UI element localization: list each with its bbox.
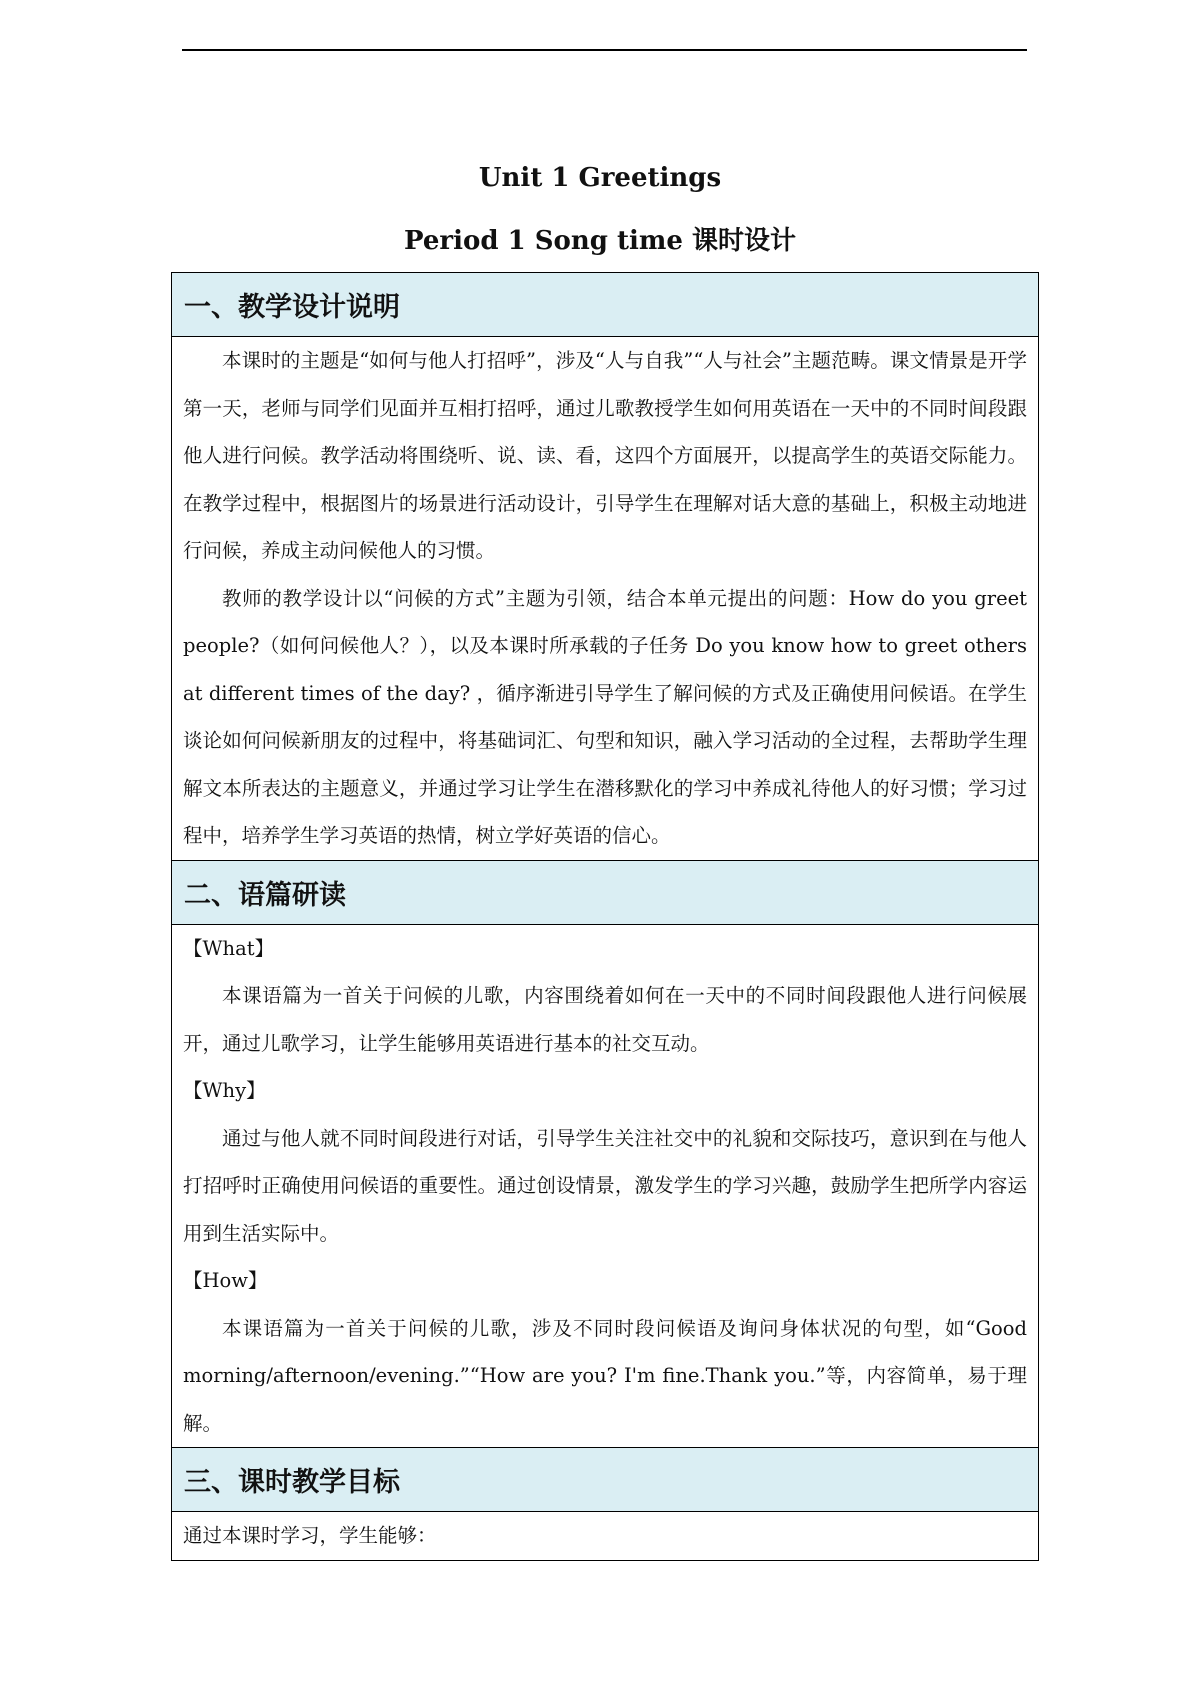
lesson-design-table	[171, 272, 1039, 1561]
why-paragraph: 通过与他人就不同时间段进行对话，引导学生关注社交中的礼貌和交际技巧，意识到在与他人打招呼时正确使用问候语的重要性。通过创设情景，激发学生的学习兴趣，鼓励学生把所学内容运用到生活实际中。	[183, 1126, 1027, 1245]
what-paragraph: 本课语篇为一首关于问候的儿歌，内容围绕着如何在一天中的不同时间段跟他人进行问候展开，通过儿歌学习，让学生能够用英语进行基本的社交互动。	[183, 984, 1027, 1055]
objectives-intro: 通过本课时学习，学生能够：	[183, 1524, 437, 1547]
paragraph: 教师的教学设计以“问候的方式”主题为引领，结合本单元提出的问题：How do you greet people?（如何问候他人？），以及本课时所承载的子任务 Do you know how to greet others at different times of the day? ，循序渐进引导学生了解问候的方式及正确使用问候语。在学生谈论如何问候新朋友的过程中，将基础词汇、句型和知识，融入学习活动的全过程，去帮助学生理解文本所表达的主题意义，并通过学习让学生在潜移默化的学习中养成礼待他人的好习惯；学习过程中，培养学生学习英语的热情，树立学好英语的信心。	[183, 586, 1027, 847]
why-label: 【Why】	[183, 1079, 266, 1102]
section-heading-design-notes: 一、教学设计说明	[172, 273, 1038, 337]
section-body-text-study	[172, 925, 1038, 1449]
section-heading-text-study: 二、语篇研读	[172, 861, 1038, 925]
section-heading-objectives: 三、课时教学目标	[172, 1448, 1038, 1512]
section-body-objectives	[172, 1512, 1038, 1560]
how-label: 【How】	[183, 1269, 268, 1292]
how-paragraph: 本课语篇为一首关于问候的儿歌，涉及不同时段问候语及询问身体状况的句型，如“Good morning/afternoon/evening.”“How are you? I'm fine.Thank you.”等，内容简单，易于理解。	[183, 1316, 1027, 1435]
header-rule	[182, 49, 1027, 51]
section-body-design-notes	[172, 337, 1038, 861]
document-title: Unit 1 Greetings	[478, 163, 722, 193]
document-subtitle: Period 1 Song time 课时设计	[404, 226, 796, 256]
what-label: 【What】	[183, 936, 275, 960]
paragraph: 本课时的主题是“如何与他人打招呼”，涉及“人与自我”“人与社会”主题范畴。课文情景是开学第一天，老师与同学们见面并互相打招呼，通过儿歌教授学生如何用英语在一天中的不同时间段跟他人进行问候。教学活动将围绕听、说、读、看，这四个方面展开，以提高学生的英语交际能力。在教学过程中，根据图片的场景进行活动设计，引导学生在理解对话大意的基础上，积极主动地进行问候，养成主动问候他人的习惯。	[183, 349, 1027, 562]
